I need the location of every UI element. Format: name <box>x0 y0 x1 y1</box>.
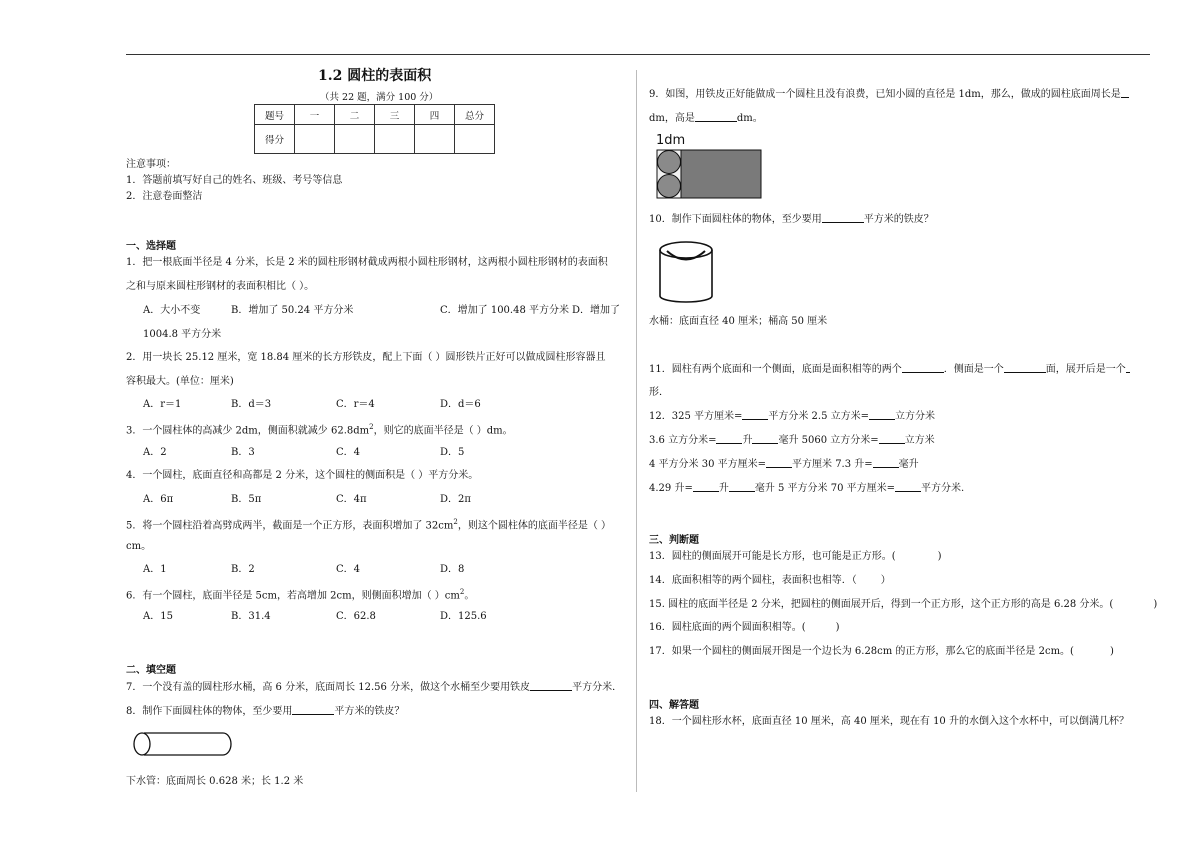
q14-close-paren: ） <box>880 575 891 586</box>
q5-text-post: ，则这个圆柱体的底面半径是（ ） <box>457 520 612 532</box>
question-9-text <box>649 87 1129 101</box>
q12-l4-text-a: 4.29 升= <box>649 483 693 494</box>
question-10-text <box>649 212 934 226</box>
score-header-cell: 一 <box>295 105 335 125</box>
q12-l2-text-c: 毫升 5060 立方分米= <box>778 435 879 446</box>
q6-option-d[interactable]: D．125.6 <box>440 611 487 622</box>
q8-text-pre: 8．制作下面圆柱体的物体，至少要用 <box>126 706 293 717</box>
q11-blank-1[interactable] <box>902 362 944 373</box>
pipe-cylinder-figure <box>130 730 238 760</box>
q12-l2-text-a: 3.6 立方分米= <box>649 435 717 446</box>
top-rule <box>126 54 1150 55</box>
q14-text: 14．底面积相等的两个圆柱，表面积也相等．（ <box>649 575 857 586</box>
q1-option-b[interactable]: B．增加了 50.24 平方分米 <box>231 305 354 316</box>
q9-figure-label: 1dm <box>656 133 686 148</box>
score-cell[interactable] <box>295 125 335 154</box>
pipe-left-end <box>134 733 150 755</box>
sheet-bottom-circle <box>658 175 681 198</box>
q10-figure-caption: 水桶：底面直径 40 厘米；桶高 50 厘米 <box>649 316 828 327</box>
section-heading-solve: 四、解答题 <box>649 700 699 711</box>
q12-blank[interactable] <box>766 457 792 468</box>
sheet-top-circle <box>658 151 681 174</box>
bucket-figure <box>655 238 717 304</box>
q3-option-a[interactable]: A．2 <box>143 447 167 458</box>
q6-text-post: 。 <box>464 590 475 602</box>
q12-blank[interactable] <box>729 481 755 492</box>
q12-blank[interactable] <box>895 481 921 492</box>
q2-option-c[interactable]: C．r＝4 <box>336 399 375 410</box>
q10-text-post: 平方米的铁皮？ <box>863 214 934 225</box>
q11-text-part1: 11．圆柱有两个底面和一个侧面，底面是面积相等的两个 <box>649 364 902 375</box>
q3-text-pre: 3．一个圆柱体的高减少 2dm，侧面积就减少 62.8dm <box>126 425 370 437</box>
q15-text: 15. 圆柱的底面半径是 2 分米，把圆柱的侧面展开后，得到一个正方形，这个正方形的高是 6.28 分米。( <box>649 599 1114 610</box>
score-header-cell: 总分 <box>455 105 495 125</box>
sheet-rectangle <box>681 150 761 198</box>
q4-option-c[interactable]: C．4π <box>336 494 367 505</box>
q13-text: 13．圆柱的侧面展开可能是长方形，也可能是正方形。( <box>649 551 896 562</box>
q6-option-b[interactable]: B．31.4 <box>231 611 271 622</box>
question-5-text-cont: cm。 <box>126 541 152 552</box>
q7-text-pre: 7．一个没有盖的圆柱形水桶，高 6 分米，底面周长 12.56 分米，做这个水桶至少要用铁皮 <box>126 682 531 693</box>
score-header-cell: 题号 <box>255 105 295 125</box>
score-row-label: 得分 <box>255 125 295 154</box>
q6-option-a[interactable]: A．15 <box>143 611 173 622</box>
q9-text-line1: 9．如图，用铁皮正好能做成一个圆柱且没有浪费，已知小圆的直径是 1dm，那么，做成的圆柱底面周长是 <box>649 89 1121 100</box>
q5-option-b[interactable]: B．2 <box>231 564 255 575</box>
q1-option-d-cont: 1004.8 平方分米 <box>143 329 222 340</box>
score-table <box>254 104 495 154</box>
question-18-text: 18．一个圆柱形水杯，底面直径 10 厘米，高 40 厘米，现在有 10 升的水倒入这个水杯中，可以倒满几杯？ <box>649 716 1129 727</box>
q2-option-b[interactable]: B．d＝3 <box>231 399 272 410</box>
question-1-text: 1．把一根底面半径是 4 分米，长是 2 米的圆柱形钢材截成两根小圆柱形钢材，这两根小圆柱形钢材的表面积 <box>126 257 608 268</box>
section-heading-fill: 二、填空题 <box>126 665 176 676</box>
q6-superscript: 2 <box>459 588 465 596</box>
question-12-line4 <box>649 481 964 495</box>
score-header-cell: 二 <box>335 105 375 125</box>
q12-blank[interactable] <box>742 409 768 420</box>
bucket-rim <box>660 242 712 258</box>
notes-heading: 注意事项： <box>126 159 176 170</box>
score-header-cell: 四 <box>415 105 455 125</box>
question-11-text <box>649 362 1130 376</box>
question-7-text <box>126 680 622 694</box>
score-cell[interactable] <box>375 125 415 154</box>
q8-answer-blank[interactable] <box>292 704 334 715</box>
pipe-right-end <box>223 733 231 755</box>
q12-l1-text-b: 平方分米 2.5 立方米= <box>768 411 870 422</box>
q5-option-d[interactable]: D．8 <box>440 564 465 575</box>
section-heading-judge: 三、判断题 <box>649 535 699 546</box>
q6-text-pre: 6．有一个圆柱，底面半径是 5cm，若高增加 2cm，则侧面积增加（ ）cm <box>126 590 460 602</box>
column-divider <box>636 70 637 792</box>
question-9-text-cont <box>649 111 763 125</box>
q12-l3-text-c: 毫升 <box>898 459 919 470</box>
score-cell[interactable] <box>455 125 495 154</box>
question-6-text <box>126 586 474 602</box>
bucket-bottom <box>660 296 712 302</box>
note-item: 1．答题前填写好自己的姓名、班级、考号等信息 <box>126 175 343 186</box>
question-1-text-cont: 之和与原来圆柱形钢材的表面积相比（ ）。 <box>126 281 315 292</box>
sheet-metal-figure <box>656 149 762 199</box>
question-16-text <box>649 621 840 634</box>
q7-answer-blank[interactable] <box>530 680 572 691</box>
q1-option-d[interactable]: D．增加了 <box>572 305 621 316</box>
q12-l1-text-a: 12．325 平方厘米= <box>649 411 743 422</box>
q16-text: 16．圆柱底面的两个圆面积相等。( <box>649 622 806 633</box>
q11-text-part2: ．侧面是一个 <box>943 364 1004 375</box>
question-2-text-cont: 容积最大。(单位：厘米) <box>126 376 234 387</box>
q4-option-a[interactable]: A．6π <box>143 494 174 505</box>
q8-figure-caption: 下水管：底面周长 0.628 米；长 1.2 米 <box>126 776 304 787</box>
q7-text-post: 平方分米． <box>572 682 623 693</box>
q13-close-paren: ) <box>937 551 942 562</box>
q17-text: 17．如果一个圆柱的侧面展开图是一个边长为 6.28cm 的正方形，那么它的底面半径是 2cm。( <box>649 646 1074 657</box>
question-3-text <box>126 421 513 437</box>
q3-option-d[interactable]: D．5 <box>440 447 465 458</box>
q2-option-d[interactable]: D．d＝6 <box>440 399 481 410</box>
score-header-cell: 三 <box>375 105 415 125</box>
q5-option-c[interactable]: C．4 <box>336 564 361 575</box>
question-5-text <box>126 516 611 532</box>
q12-l4-text-d: 平方分米. <box>921 483 965 494</box>
score-cell[interactable] <box>335 125 375 154</box>
note-item: 2．注意卷面整洁 <box>126 191 203 202</box>
q12-l1-text-c: 立方分米 <box>895 411 936 422</box>
q12-blank[interactable] <box>693 481 719 492</box>
q12-blank[interactable] <box>869 409 895 420</box>
q12-l2-text-b: 升 <box>742 435 753 446</box>
q12-l3-text-b: 平方厘米 7.3 升= <box>792 459 873 470</box>
question-15-text <box>649 598 1157 611</box>
page-subtitle: （共 22 题，满分 100 分） <box>320 92 439 103</box>
q12-l2-text-d: 立方米 <box>904 435 935 446</box>
q8-text-post: 平方米的铁皮？ <box>334 706 405 717</box>
q4-option-d[interactable]: D．2π <box>440 494 471 505</box>
score-cell[interactable] <box>415 125 455 154</box>
q9-text-post: dm。 <box>736 113 763 124</box>
q3-option-b[interactable]: B．3 <box>231 447 255 458</box>
q1-option-c[interactable]: C．增加了 100.48 平方分米 <box>440 305 569 316</box>
q11-blank-3[interactable] <box>1126 362 1130 373</box>
question-13-text <box>649 550 942 563</box>
q4-option-b[interactable]: B．5π <box>231 494 262 505</box>
score-table-value-row <box>255 125 495 154</box>
question-12-line2 <box>649 433 935 447</box>
q12-l4-text-b: 升 <box>718 483 729 494</box>
score-table-header-row <box>255 105 495 125</box>
q9-height-blank[interactable] <box>695 111 737 122</box>
q10-text-pre: 10．制作下面圆柱体的物体，至少要用 <box>649 214 822 225</box>
q16-close-paren: ) <box>835 622 840 633</box>
q3-text-post: ，则它的底面半径是（ ）dm。 <box>373 425 513 437</box>
q3-option-c[interactable]: C．4 <box>336 447 361 458</box>
q12-blank[interactable] <box>752 433 778 444</box>
q12-blank[interactable] <box>873 457 899 468</box>
q12-blank[interactable] <box>879 433 905 444</box>
q15-close-paren: ) <box>1153 599 1158 610</box>
question-17-text <box>649 645 1114 658</box>
q11-text-part3: 面，展开后是一个 <box>1045 364 1126 375</box>
q11-blank-2[interactable] <box>1004 362 1046 373</box>
question-2-text: 2．用一块长 25.12 厘米，宽 18.84 厘米的长方形铁皮，配上下面（ ）圆形铁片正好可以做成圆柱形容器且 <box>126 352 606 363</box>
q9-circumference-blank[interactable] <box>1121 87 1129 98</box>
question-11-text-cont: 形． <box>649 387 669 398</box>
q3-superscript: 2 <box>369 423 374 431</box>
q5-superscript: 2 <box>453 518 458 526</box>
q12-blank[interactable] <box>716 433 742 444</box>
q10-answer-blank[interactable] <box>822 212 864 223</box>
section-heading-choice: 一、选择题 <box>126 241 176 252</box>
q5-text-pre: 5．将一个圆柱沿着高劈成两半，截面是一个正方形，表面积增加了 32cm <box>126 520 454 532</box>
q2-option-a[interactable]: A．r＝1 <box>143 399 182 410</box>
question-4-text: 4．一个圆柱，底面直径和高都是 2 分米，这个圆柱的侧面积是（ ）平方分米。 <box>126 470 479 481</box>
q6-option-c[interactable]: C．62.8 <box>336 611 376 622</box>
question-14-text <box>649 574 891 587</box>
q1-option-a[interactable]: A．大小不变 <box>143 305 201 316</box>
q9-text-pre: dm，高是 <box>649 113 695 124</box>
question-12-line3 <box>649 457 919 471</box>
question-8-text <box>126 704 404 718</box>
page-title: 1.2 圆柱的表面积 <box>318 68 432 84</box>
q5-option-a[interactable]: A．1 <box>143 564 167 575</box>
question-12-line1 <box>649 409 935 423</box>
q12-l3-text-a: 4 平方分米 30 平方厘米= <box>649 459 767 470</box>
q17-close-paren: ) <box>1109 646 1114 657</box>
q12-l4-text-c: 毫升 5 平方分米 70 平方厘米= <box>754 483 896 494</box>
